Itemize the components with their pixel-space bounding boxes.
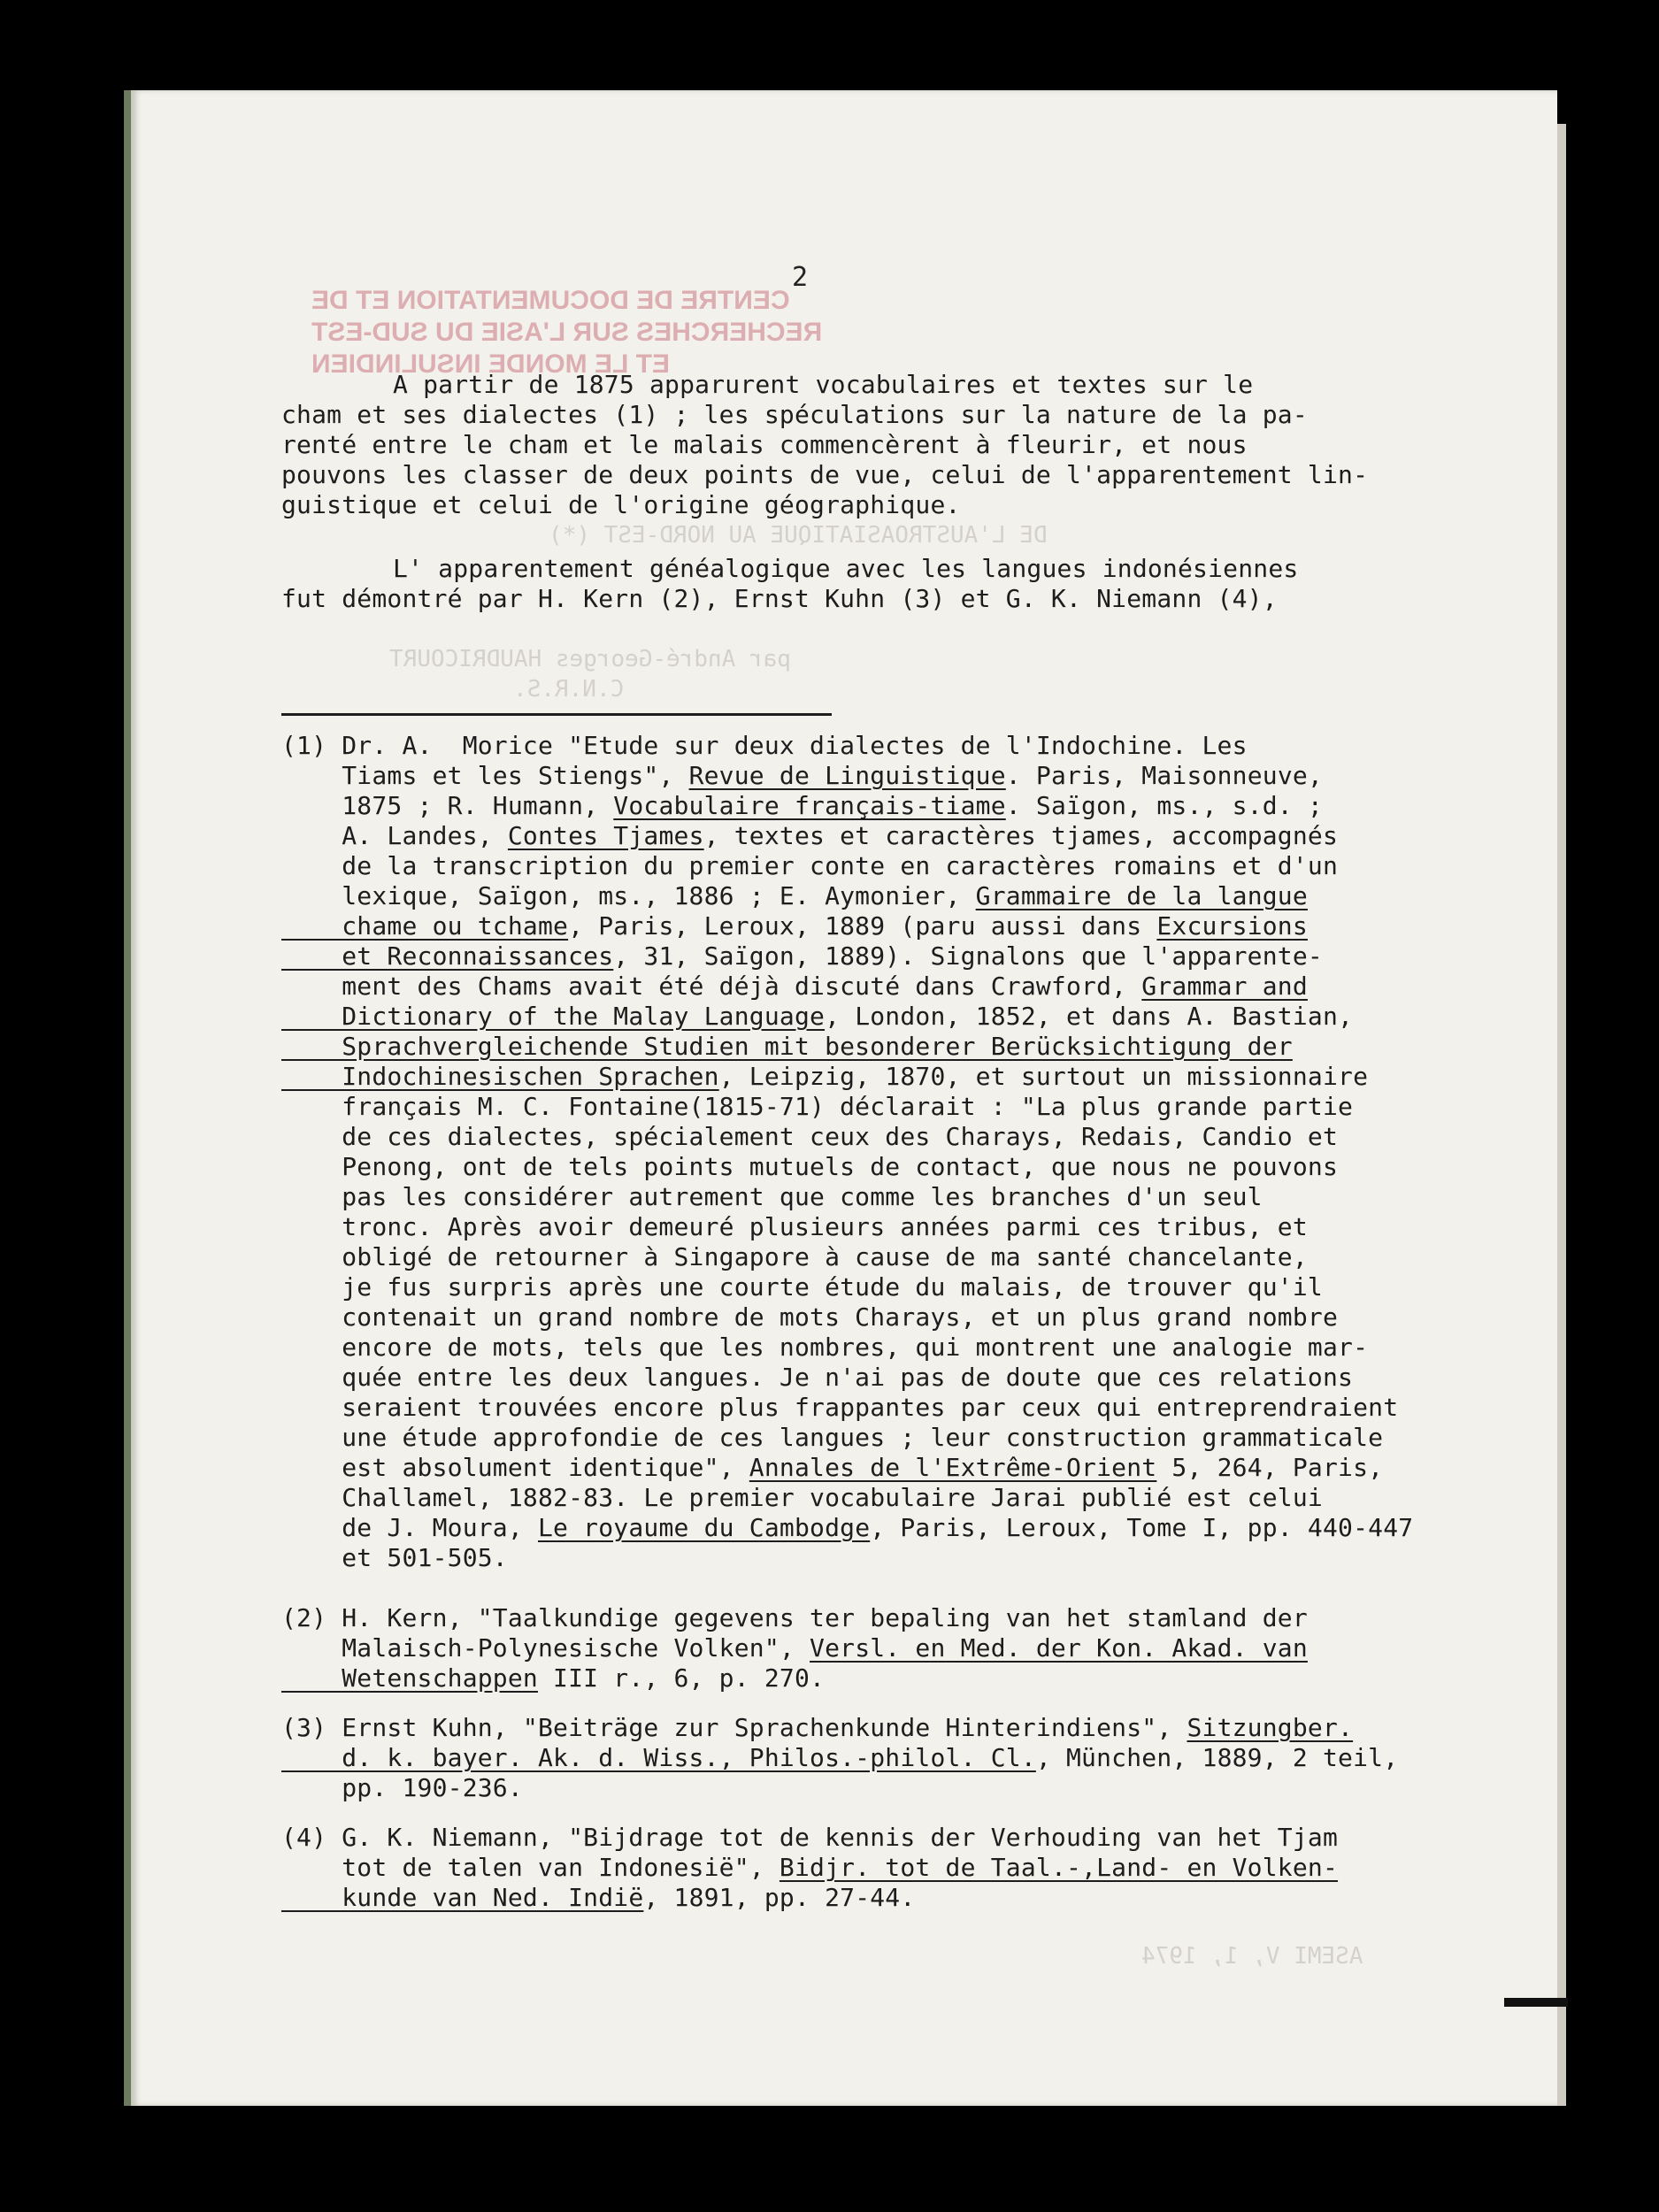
page-number: 2 xyxy=(792,262,809,293)
footnote-1-line: quée entre les deux langues. Je n'ai pas de doute que ces relations xyxy=(281,1363,1354,1392)
footnote-separator xyxy=(281,713,832,716)
body-line: L' apparentement généalogique avec les langues indonésiennes xyxy=(393,554,1299,583)
footnote-1-line: contenait un grand nombre de mots Charays, et un plus grand nombre xyxy=(281,1302,1339,1332)
footnote-1-line: français M. C. Fontaine(1815-71) déclarait : "La plus grande partie xyxy=(281,1092,1354,1121)
citation-title: Contes Tjames xyxy=(507,821,704,850)
body-line: A partir de 1875 apparurent vocabulaires et textes sur le xyxy=(393,370,1254,399)
ghost-title: DE L'AUSTROASIATIQUE AU NORD-EST (*) xyxy=(549,522,1048,549)
footnote-1-line: A. Landes, Contes Tjames, textes et caractères tjames, accompagnés xyxy=(281,821,1339,850)
citation-title: Excursions xyxy=(1156,911,1308,941)
index-tab-mark xyxy=(1504,1998,1568,2007)
footnote-2-line: (2) H. Kern, "Taalkundige gegevens ter bepaling van het stamland der xyxy=(281,1603,1308,1632)
footnote-2-line: Wetenschappen III r., 6, p. 270. xyxy=(281,1663,826,1693)
footnote-1-line: Indochinesischen Sprachen, Leipzig, 1870, et surtout un missionnaire xyxy=(281,1062,1369,1091)
footnote-1-line: ment des Chams avait été déjà discuté dans Crawford, Grammar and xyxy=(281,972,1308,1001)
footnote-1-line: chame ou tchame, Paris, Leroux, 1889 (paru aussi dans Excursions xyxy=(281,911,1308,941)
footnote-1-line: pas les considérer autrement que comme les branches d'un seul xyxy=(281,1182,1263,1211)
footnote-1-line: Challamel, 1882-83. Le premier vocabulaire Jarai publié est celui xyxy=(281,1483,1323,1512)
citation-title: Vocabulaire français-tiame xyxy=(613,791,1006,820)
citation-title: Le royaume du Cambodge xyxy=(537,1513,871,1542)
footnote-1-line: 1875 ; R. Humann, Vocabulaire français-tiame. Saïgon, ms., s.d. ; xyxy=(281,791,1323,820)
citation-title: Sitzungber. xyxy=(1187,1713,1354,1742)
footnote-1-line: encore de mots, tels que les nombres, qui montrent une analogie mar- xyxy=(281,1333,1369,1362)
footnote-1-line: de J. Moura, Le royaume du Cambodge, Paris, Leroux, Tome I, pp. 440-447 xyxy=(281,1513,1414,1542)
body-line: guistique et celui de l'origine géographique. xyxy=(281,490,961,519)
citation-title: Annales de l'Extrême-Orient xyxy=(749,1453,1157,1482)
footnote-1-line: et 501-505. xyxy=(281,1543,508,1572)
citation-title: Grammar and xyxy=(1141,972,1308,1001)
ghost-journal-ref: ASEMI V, 1, 1974 xyxy=(1141,1943,1363,1970)
footnote-1-line: Penong, ont de tels points mutuels de contact, que nous ne pouvons xyxy=(281,1152,1339,1181)
footnote-3-line: d. k. bayer. Ak. d. Wiss., Philos.-philol. Cl., München, 1889, 2 teil, xyxy=(281,1743,1399,1772)
citation-title: et Reconnaissances xyxy=(281,941,614,971)
citation-title: Wetenschappen xyxy=(281,1663,538,1693)
body-line: renté entre le cham et le malais commencèrent à fleurir, et nous xyxy=(281,430,1248,459)
footnote-1-line xyxy=(281,1032,1293,1062)
footnote-2-line: Malaisch-Polynesische Volken", Versl. en Med. der Kon. Akad. van xyxy=(281,1633,1308,1663)
footnote-1-line: obligé de retourner à Singapore à cause de ma santé chancelante, xyxy=(281,1242,1308,1271)
body-line: cham et ses dialectes (1) ; les spéculations sur la nature de la pa- xyxy=(281,400,1308,429)
ghost-author: par André-Georges HAUDRICOURT xyxy=(389,646,791,672)
footnote-1-line: une étude approfondie de ces langues ; leur construction grammaticale xyxy=(281,1423,1384,1452)
footnote-1-line: de la transcription du premier conte en caractères romains et d'un xyxy=(281,851,1339,880)
footnote-4-line: tot de talen van Indonesië", Bidjr. tot de Taal.-,Land- en Volken- xyxy=(281,1853,1339,1882)
citation-title: Revue de Linguistique xyxy=(688,761,1006,790)
footnote-4-line: kunde van Ned. Indië, 1891, pp. 27-44. xyxy=(281,1883,916,1912)
citation-title: chame ou tchame xyxy=(281,911,569,941)
citation-title: Indochinesischen Sprachen xyxy=(281,1062,719,1091)
stamp-line-2: RECHERCHES SUR L'ASIE DU SUD-EST xyxy=(311,318,823,347)
page-edge xyxy=(1557,124,1566,2106)
body-line: pouvons les classer de deux points de vue, celui de l'apparentement lin- xyxy=(281,460,1369,489)
footnote-3-line: pp. 190-236. xyxy=(281,1773,523,1802)
stamp-line-1: CENTRE DE DOCUMENTATION ET DE xyxy=(311,286,790,315)
footnote-4-line: (4) G. K. Niemann, "Bijdrage tot de kennis der Verhouding van het Tjam xyxy=(281,1823,1339,1852)
footnote-1-line: je fus surpris après une courte étude du malais, de trouver qu'il xyxy=(281,1272,1323,1302)
footnote-1-line: Tiams et les Stiengs", Revue de Linguistique. Paris, Maisonneuve, xyxy=(281,761,1323,790)
citation-title: Bidjr. tot de Taal.-,Land- en Volken- xyxy=(779,1853,1339,1882)
stamp-line-3: ET LE MONDE INSULINDIEN xyxy=(311,349,671,379)
footnote-1-line: est absolument identique", Annales de l'Extrême-Orient 5, 264, Paris, xyxy=(281,1453,1384,1482)
footnote-1-line: tronc. Après avoir demeuré plusieurs années parmi ces tribus, et xyxy=(281,1212,1308,1241)
citation-title: kunde van Ned. Indië xyxy=(281,1883,644,1912)
footnote-1-line: Dictionary of the Malay Language, London, 1852, et dans A. Bastian, xyxy=(281,1002,1354,1031)
citation-title: Sprachvergleichende Studien mit besonderer Berücksichtigung der xyxy=(281,1032,1293,1061)
footnote-1-line: et Reconnaissances, 31, Saïgon, 1889). Signalons que l'apparente- xyxy=(281,941,1323,971)
citation-title: d. k. bayer. Ak. d. Wiss., Philos.-philol. Cl. xyxy=(281,1743,1036,1772)
citation-title: Dictionary of the Malay Language xyxy=(281,1002,826,1031)
footnote-1-line: de ces dialectes, spécialement ceux des Charays, Redais, Candio et xyxy=(281,1122,1339,1151)
footnote-1-line: lexique, Saïgon, ms., 1886 ; E. Aymonier, Grammaire de la langue xyxy=(281,881,1308,910)
citation-title: Grammaire de la langue xyxy=(975,881,1308,910)
citation-title: Versl. en Med. der Kon. Akad. van xyxy=(810,1633,1308,1663)
body-line: fut démontré par H. Kern (2), Ernst Kuhn (3) et G. K. Niemann (4), xyxy=(281,584,1278,613)
ghost-affiliation: C.N.R.S. xyxy=(513,676,625,703)
footnote-1-line: seraient trouvées encore plus frappantes par ceux qui entreprendraient xyxy=(281,1393,1399,1422)
footnote-3-line: (3) Ernst Kuhn, "Beiträge zur Sprachenkunde Hinterindiens", Sitzungber. xyxy=(281,1713,1354,1742)
footnote-1-line: (1) Dr. A. Morice "Etude sur deux dialectes de l'Indochine. Les xyxy=(281,731,1248,760)
